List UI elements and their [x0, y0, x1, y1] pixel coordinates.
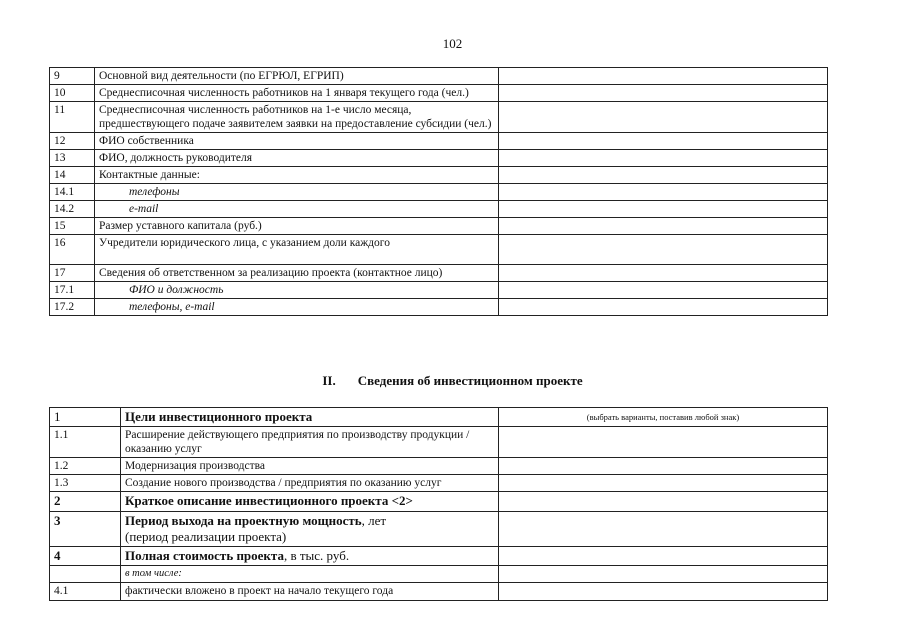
table-row	[50, 408, 828, 427]
value-cell[interactable]	[499, 184, 828, 201]
value-cell[interactable]	[499, 475, 828, 492]
row-label: ФИО, должность руководителя	[95, 150, 499, 167]
row-number: 9	[50, 68, 95, 85]
value-cell[interactable]	[499, 282, 828, 299]
value-cell[interactable]	[499, 218, 828, 235]
page-number: 102	[442, 36, 463, 51]
row-number: 14.2	[50, 201, 95, 218]
table-row	[50, 492, 828, 512]
cost-label	[121, 547, 499, 566]
section-title: Сведения об инвестиционном проекте	[357, 373, 583, 388]
row-label: Создание нового производства / предприятия по оказанию услуг	[121, 475, 499, 492]
period-sub: (период реализации проекта)	[125, 529, 287, 544]
period-rest: , лет	[361, 513, 387, 528]
table-row	[50, 184, 828, 201]
company-info-table	[49, 67, 828, 316]
table-row	[50, 85, 828, 102]
value-cell[interactable]	[499, 235, 828, 265]
row-number: 17.2	[50, 299, 95, 316]
table-row	[50, 167, 828, 184]
value-cell[interactable]	[499, 150, 828, 167]
row-number: 14	[50, 167, 95, 184]
value-cell[interactable]	[499, 512, 828, 547]
row-label: телефоны	[95, 184, 499, 201]
row-number: 2	[50, 492, 121, 512]
value-cell[interactable]	[499, 427, 828, 458]
table-row	[50, 150, 828, 167]
row-number: 1	[50, 408, 121, 427]
row-label: ФИО собственника	[95, 133, 499, 150]
table-row	[50, 299, 828, 316]
row-label: Основной вид деятельности (по ЕГРЮЛ, ЕГРИП)	[95, 68, 499, 85]
value-cell[interactable]	[499, 167, 828, 184]
row-number	[50, 566, 121, 583]
cost-rest: , в тыс. руб.	[283, 548, 350, 563]
row-label: Среднесписочная численность работников на 1-е число месяца, предшествующего подаче заявителем заявки на предоставление субсидии (чел.)	[95, 102, 499, 133]
table-row	[50, 68, 828, 85]
value-cell[interactable]	[499, 547, 828, 566]
period-label	[121, 512, 499, 547]
table-row	[50, 133, 828, 150]
table-row	[50, 512, 828, 547]
row-label: фактически вложено в проект на начало текущего года	[121, 583, 499, 601]
goals-title: Цели инвестиционного проекта	[121, 408, 499, 427]
goals-note: (выбрать варианты, поставив любой знак)	[499, 408, 828, 427]
table-row	[50, 218, 828, 235]
row-number: 13	[50, 150, 95, 167]
value-cell[interactable]	[499, 265, 828, 282]
row-label: e-mail	[95, 201, 499, 218]
table-row	[50, 566, 828, 583]
table-row	[50, 265, 828, 282]
value-cell[interactable]	[499, 85, 828, 102]
row-label: Сведения об ответственном за реализацию проекта (контактное лицо)	[95, 265, 499, 282]
value-cell[interactable]	[499, 68, 828, 85]
description-title: Краткое описание инвестиционного проекта <2>	[121, 492, 499, 512]
row-label: Размер уставного капитала (руб.)	[95, 218, 499, 235]
row-number: 16	[50, 235, 95, 265]
value-cell[interactable]	[499, 102, 828, 133]
table-row	[50, 547, 828, 566]
value-cell[interactable]	[499, 492, 828, 512]
table-row	[50, 475, 828, 492]
row-label: Расширение действующего предприятия по производству продукции / оказанию услуг	[121, 427, 499, 458]
row-number: 4.1	[50, 583, 121, 601]
row-number: 15	[50, 218, 95, 235]
row-number: 17	[50, 265, 95, 282]
value-cell[interactable]	[499, 566, 828, 583]
table-row	[50, 458, 828, 475]
row-number: 11	[50, 102, 95, 133]
row-number: 1.1	[50, 427, 121, 458]
row-label: Контактные данные:	[95, 167, 499, 184]
row-number: 12	[50, 133, 95, 150]
table-row	[50, 583, 828, 601]
table-row	[50, 235, 828, 265]
section-roman: II.	[322, 373, 336, 388]
row-label: Среднесписочная численность работников на 1 января текущего года (чел.)	[95, 85, 499, 102]
row-number: 1.2	[50, 458, 121, 475]
row-number: 4	[50, 547, 121, 566]
row-number: 17.1	[50, 282, 95, 299]
table-row	[50, 201, 828, 218]
cost-bold: Полная стоимость проекта	[125, 548, 284, 563]
value-cell[interactable]	[499, 458, 828, 475]
investment-project-table	[49, 407, 828, 601]
row-number: 3	[50, 512, 121, 547]
row-label: Учредители юридического лица, с указанием доли каждого	[95, 235, 499, 265]
table-row	[50, 427, 828, 458]
row-number: 14.1	[50, 184, 95, 201]
section-2-heading	[0, 373, 905, 389]
row-number: 10	[50, 85, 95, 102]
table-row	[50, 102, 828, 133]
value-cell[interactable]	[499, 299, 828, 316]
value-cell[interactable]	[499, 583, 828, 601]
table-row	[50, 282, 828, 299]
row-label: Модернизация производства	[121, 458, 499, 475]
row-number: 1.3	[50, 475, 121, 492]
row-label: ФИО и должность	[95, 282, 499, 299]
including-label: в том числе:	[121, 566, 499, 583]
row-label: телефоны, e-mail	[95, 299, 499, 316]
value-cell[interactable]	[499, 201, 828, 218]
value-cell[interactable]	[499, 133, 828, 150]
period-bold: Период выхода на проектную мощность	[125, 513, 362, 528]
